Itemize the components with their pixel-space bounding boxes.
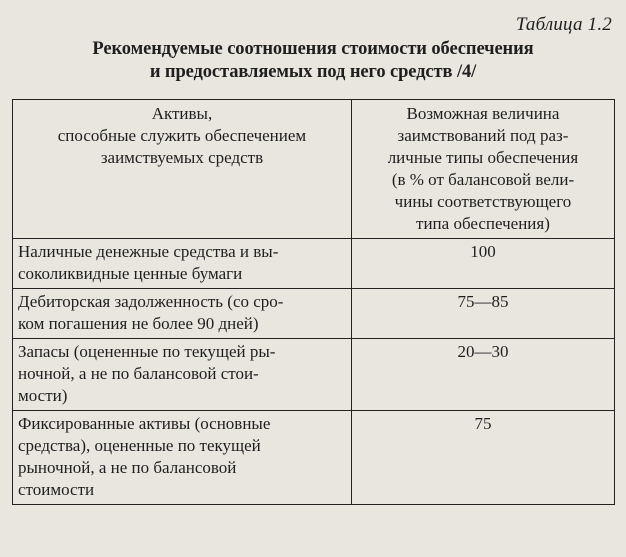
collateral-table [12, 99, 615, 505]
table-title [0, 38, 626, 84]
table-title-line-1: Рекомендуемые соотношения стоимости обеспечения [92, 39, 534, 59]
table-row [13, 411, 615, 505]
row-value-cell: 75 [351, 411, 614, 505]
row-asset-cell: Фиксированные активы (основные средства), оцененные по текущей рыночной, а не по балансовой стоимости [13, 411, 352, 505]
table-row [13, 289, 615, 339]
table-header-row [13, 100, 615, 239]
table-row [13, 339, 615, 411]
row-value-cell: 75—85 [351, 289, 614, 339]
table-number: Таблица 1.2 [515, 14, 612, 35]
row-value-cell: 100 [351, 239, 614, 289]
header-borrowing-share: Возможная величина заимствований под раз- личные типы обеспечения (в % от балансовой вели- чины соответствующего типа обеспечения) [351, 100, 614, 239]
row-value-cell: 20—30 [351, 339, 614, 411]
row-asset-cell: Наличные денежные средства и вы- соколиквидные ценные бумаги [13, 239, 352, 289]
table-title-line-2: и предоставляемых под него средств /4/ [149, 62, 477, 82]
row-asset-cell: Дебиторская задолженность (со сро- ком погашения не более 90 дней) [13, 289, 352, 339]
table-row [13, 239, 615, 289]
row-asset-cell: Запасы (оцененные по текущей ры- ночной, а не по балансовой стои- мости) [13, 339, 352, 411]
header-assets: Активы, способные служить обеспечением заимствуемых средств [13, 100, 352, 239]
